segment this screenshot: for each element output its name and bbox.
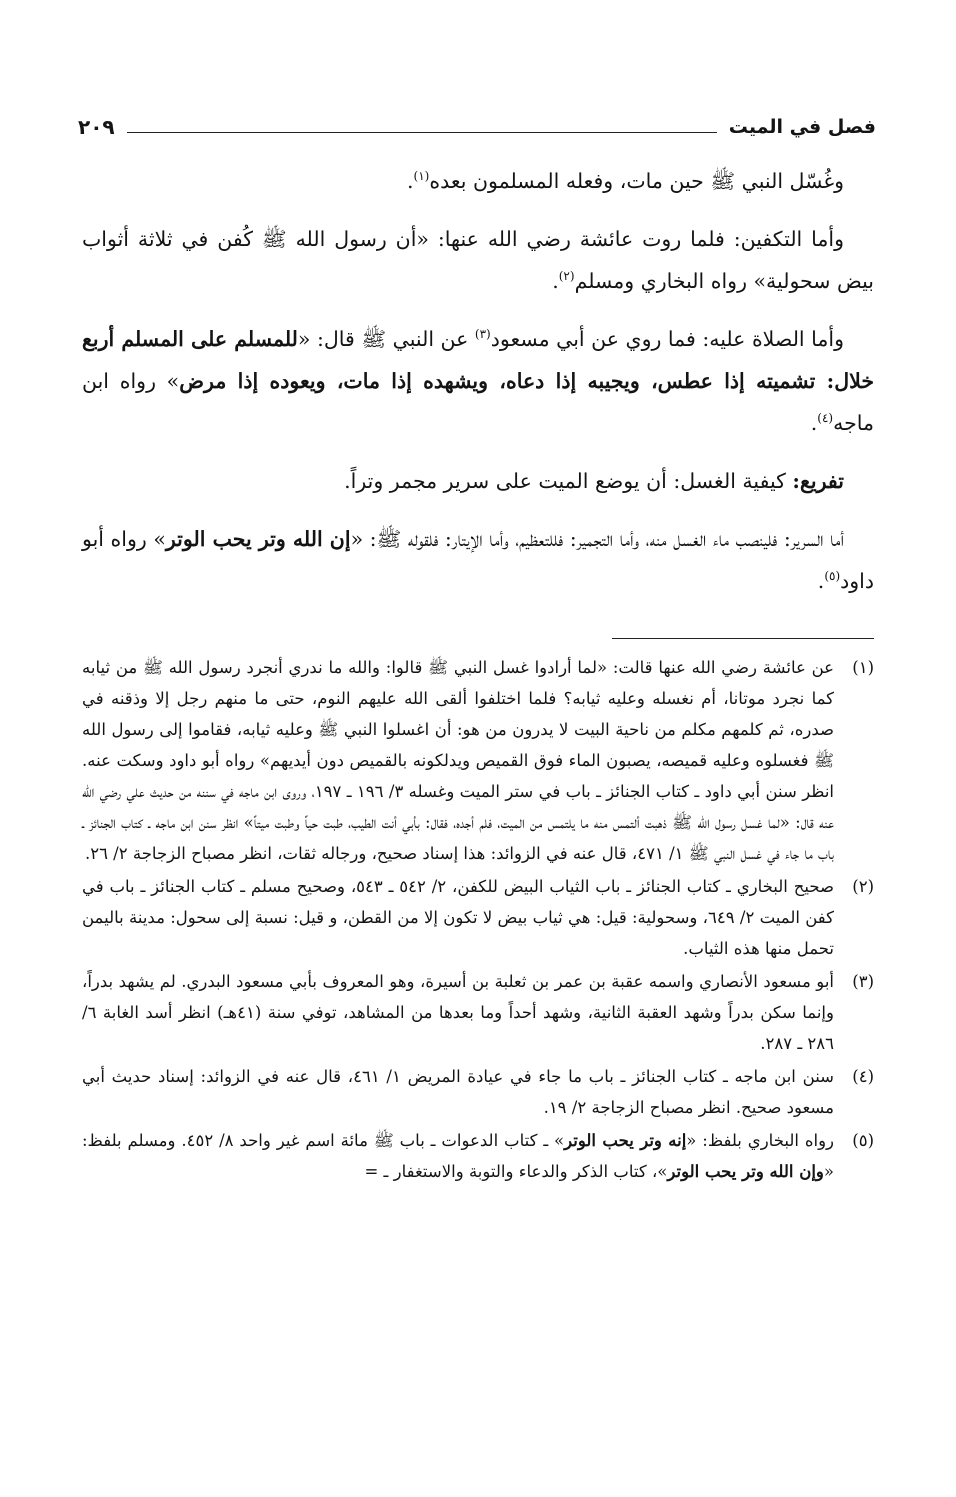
- footnote-text: صحيح البخاري ـ كتاب الجنائز ـ باب الثياب البيض للكفن، ٢/ ٥٤٢ ـ ٥٤٣، وصحيح مسلم ـ كتاب الجنائز ـ باب في كفن الميت ٢/ ٦٤٩، وسحولية: قيل: هي ثياب بيض لا تكون إلا من القطن، و قيل: نسبة إلى سحول: مدينة باليمن تحمل منها هذه الثياب.: [82, 877, 834, 958]
- paragraph-takfin: وأما التكفين: فلما روت عائشة رضي الله عنها: «أن رسول الله ﷺ كُفن في ثلاثة أثواب بيض سحولية» رواه البخاري ومسلم$^{(٢)}$.: [82, 227, 874, 293]
- hadith-quote: للمسلم على المسلم أربع خلال: تشميته إذا عطس، ويجيبه إذا دعاه، ويشهده إذا مات، ويعوده إذا مرض: [82, 327, 874, 393]
- footnote-ref: (٣): [474, 327, 491, 342]
- footnote-ref: (١): [413, 169, 430, 184]
- chapter-title: فصل في الميت: [728, 116, 876, 138]
- footnote-number: (١): [852, 658, 874, 677]
- footnote-text: أبو مسعود الأنصاري واسمه عقبة بن عمر بن ثعلبة بن أسيرة، وهو المعروف بأبي مسعود البدري. لم يشهد بدراً، وإنما سكن بدراً وشهد العقبة الثانية، وشهد أحداً وما بعدها من المشاهد، توفي سنة (٤١هـ) انظر أسد الغابة ٦/ ٢٨٦ ـ ٢٨٧.: [82, 972, 834, 1053]
- footnote-item: [82, 871, 874, 964]
- footnote-ref: (٤): [817, 411, 834, 426]
- footnote-item: [82, 1125, 874, 1187]
- footnote-ref: (٥): [824, 569, 841, 584]
- page-header: [78, 110, 876, 144]
- footnote-number: (٤): [852, 1067, 874, 1086]
- footnote-item: [82, 966, 874, 1059]
- header-rule: [127, 132, 717, 133]
- hadith-quote: إنه وتر يحب الوتر: [564, 1131, 687, 1150]
- hadith-quote: إن الله وتر يحب الوتر: [165, 527, 351, 551]
- page-number: ٢٠٩: [78, 115, 115, 139]
- hadith-quote: وإن الله وتر يحب الوتر: [667, 1162, 824, 1181]
- footnote-item: [82, 1061, 874, 1123]
- footnote-text: رواه البخاري بلفظ: «إنه وتر يحب الوتر» ـ كتاب الدعوات ـ باب ﷺ مائة اسم غير واحد ٨/ ٤٥٢. ومسلم بلفظ: «وإن الله وتر يحب الوتر»، كتاب الذكر والدعاء والتوبة والاستغفار ـ =: [82, 1131, 834, 1181]
- tafri-label: تفريع:: [792, 469, 844, 493]
- footnotes: [82, 652, 874, 1189]
- footnote-number: (٣): [852, 972, 874, 991]
- footnote-separator: [612, 638, 874, 639]
- paragraph-tafri: تفريع: كيفية الغسل: أن يوضع الميت على سرير مجمر وتراً.: [344, 469, 844, 493]
- footnote-ref: (٢): [558, 269, 575, 284]
- footnote-number: (٢): [852, 877, 874, 896]
- footnote-text: عن عائشة رضي الله عنها قالت: «لما أرادوا غسل النبي ﷺ قالوا: والله ما ندري أنجرد رسول الله ﷺ من ثيابه كما نجرد موتانا، أم نغسله وعليه ثيابه؟ فلما اختلفوا ألقى الله عليهم النوم، حتى ما منهم رجل إلا وذقنه في صدره، ثم كلمهم مكلم من ناحية البيت لا يدرون من هو: أن اغسلوا النبي ﷺ وعليه ثيابه، فقاموا إلى رسول الله ﷺ فغسلوه وعليه قميصه، يصبون الماء فوق القميص ويدلكونه بالقميص دون أيديهم» رواه أبو داود وسكت عنه. انظر سنن أبي داود ـ كتاب الجنائز ـ باب في ستر الميت وغسله ٣/ ١٩٦ ـ ١٩٧، وروى ابن ماجه في سننه من حديث علي رضي الله عنه قال: «لما غسل رسول الله ﷺ ذهبت ألتمس منه ما يلتمس من الميت، فلم أجده، فقال: بأبي أنت الطيب، طبت حياً وطبت ميتاً» انظر سنن ابن ماجه ـ كتاب الجنائز ـ باب ما جاء في غسل النبي ﷺ ١/ ٤٧١، قال عنه في الزوائد: هذا إسناد صحيح، ورجاله ثقات، انظر مصباح الزجاجة ٢/ ٢٦.: [82, 658, 835, 863]
- footnote-item: [82, 652, 874, 869]
- footnote-number: (٥): [852, 1131, 874, 1150]
- paragraph-salat: وأما الصلاة عليه: فما روي عن أبي مسعود$^{(٣)}$ عن النبي ﷺ قال: «للمسلم على المسلم أربع خلال: تشميته إذا عطس، ويجيبه إذا دعاه، ويشهده إذا مات، ويعوده إذا مرض» رواه ابن ماجه$^{(٤)}$.: [82, 327, 874, 435]
- paragraph-ghusl: وغُسّل النبي ﷺ حين مات، وفعله المسلمون بعده$^{(١)}$.: [406, 169, 844, 193]
- footnote-text: سنن ابن ماجه ـ كتاب الجنائز ـ باب ما جاء في عيادة المريض ١/ ٤٦١، قال عنه في الزوائد: إسناد حديث أبي مسعود صحيح. انظر مصباح الزجاجة ٢/ ١٩.: [82, 1067, 834, 1117]
- paragraph-sarir: أما السرير: فلينصب ماء الغسل منه، وأما التجمير: فللتعظيم، وأما الإيتار: فلقوله ﷺ: «إن الله وتر يحب الوتر» رواه أبو داود$^{(٥)}$.: [82, 527, 874, 593]
- main-text: [82, 160, 874, 618]
